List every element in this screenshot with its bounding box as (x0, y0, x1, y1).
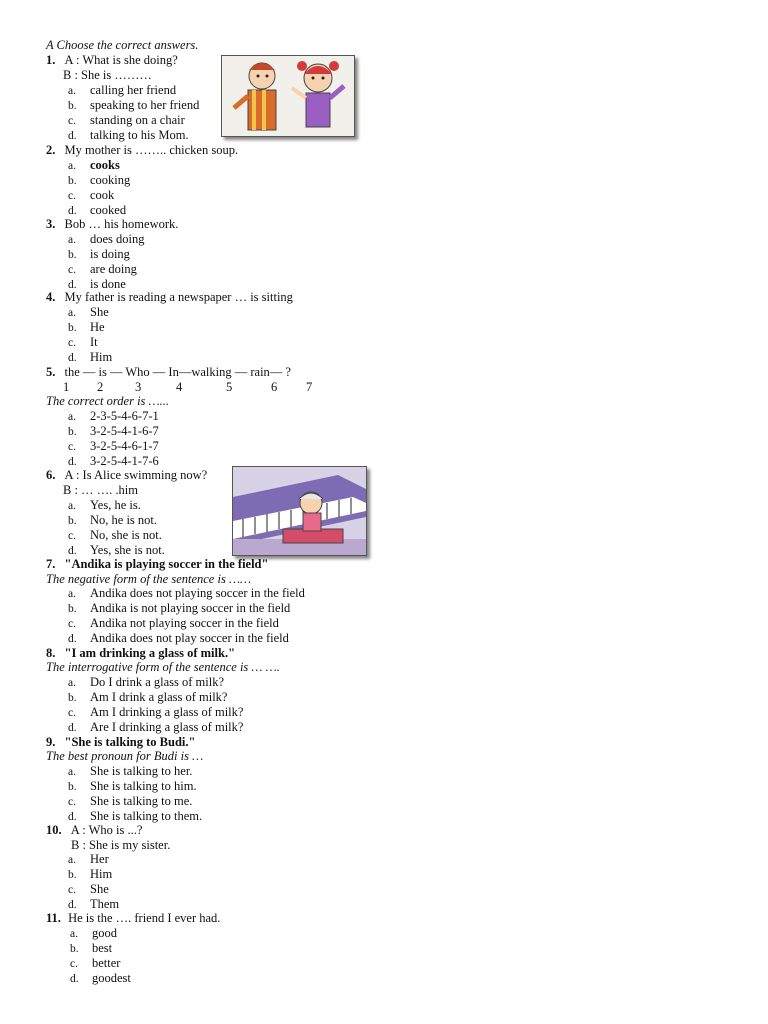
option-text: Yes, she is not. (90, 543, 165, 557)
question-text: "Andika is playing soccer in the field" (64, 557, 269, 571)
option-letter: b. (68, 515, 77, 527)
dialog-line-b: B : She is my sister. (71, 838, 171, 852)
illustration-girl-at-piano (232, 466, 367, 556)
answer-option[interactable] (68, 98, 199, 114)
question-number: 9. (46, 735, 56, 749)
option-letter: c. (68, 707, 76, 719)
answer-option[interactable] (70, 956, 120, 972)
option-text: better (92, 956, 121, 970)
question-text: My mother is …….. chicken soup. (64, 143, 239, 157)
answer-option[interactable] (68, 631, 289, 647)
answer-option[interactable] (68, 779, 197, 795)
option-letter: a. (68, 411, 76, 423)
option-text: is doing (90, 247, 130, 261)
question-text: the — is — Who — In—walking — rain— ? (64, 365, 291, 379)
question-number: 6. (46, 468, 56, 482)
option-text: She (90, 305, 109, 319)
answer-option[interactable] (68, 439, 159, 455)
question-9 (46, 735, 195, 750)
option-letter: c. (68, 115, 76, 127)
question-number: 7. (46, 557, 56, 571)
option-letter: d. (68, 899, 77, 911)
question-number: 11. (46, 911, 61, 925)
option-letter: d. (68, 633, 77, 645)
option-text: is done (90, 277, 126, 291)
question-3 (46, 217, 178, 232)
question-number: 10. (46, 823, 62, 837)
word-index: 3 (135, 380, 142, 394)
answer-option[interactable] (68, 188, 114, 204)
option-text: cooks (90, 158, 120, 172)
option-letter: c. (70, 958, 78, 970)
answer-option[interactable] (68, 616, 279, 632)
answer-option[interactable] (70, 941, 112, 957)
answer-option[interactable] (68, 424, 159, 440)
option-text: talking to his Mom. (90, 128, 189, 142)
answer-option[interactable] (68, 513, 157, 529)
option-letter: a. (68, 307, 76, 319)
answer-option[interactable] (68, 601, 290, 617)
answer-option[interactable] (68, 173, 130, 189)
option-text: Andika does not playing soccer in the field (90, 586, 305, 600)
question-10 (46, 823, 142, 838)
option-letter: d. (68, 722, 77, 734)
answer-option[interactable] (68, 335, 98, 351)
option-text: goodest (92, 971, 131, 985)
question-text: My father is reading a newspaper … is sitting (64, 290, 293, 304)
option-text: Yes, he is. (90, 498, 141, 512)
question-text: Bob … his homework. (64, 217, 179, 231)
option-text: Andika does not play soccer in the field (90, 631, 289, 645)
answer-option[interactable] (68, 764, 192, 780)
answer-option[interactable] (68, 158, 120, 174)
answer-option[interactable] (68, 113, 185, 129)
word-index: 2 (97, 380, 104, 394)
dialog-line-b: B : … …. .him (63, 483, 139, 497)
dialog-line-a: A : Who is ...? (70, 823, 143, 837)
option-letter: a. (68, 85, 76, 97)
option-text: good (92, 926, 117, 940)
question-prompt: The best pronoun for Budi is … (46, 749, 204, 763)
question-prompt: The interrogative form of the sentence is … …. (46, 660, 280, 674)
answer-option[interactable] (68, 350, 112, 366)
question-8 (46, 646, 235, 661)
answer-option[interactable] (68, 882, 109, 898)
question-number: 3. (46, 217, 56, 231)
word-index: 6 (271, 380, 278, 394)
option-text: She is talking to them. (90, 809, 203, 823)
option-letter: c. (68, 884, 76, 896)
dialog-line-b: B : She is ……… (63, 68, 152, 82)
option-text: 3-2-5-4-1-6-7 (90, 424, 159, 438)
option-text: cook (90, 188, 115, 202)
option-text: She (90, 882, 109, 896)
option-text: Are I drinking a glass of milk? (90, 720, 244, 734)
option-text: No, she is not. (90, 528, 162, 542)
option-text: It (90, 335, 98, 349)
option-letter: d. (68, 352, 77, 364)
option-letter: c. (68, 190, 76, 202)
word-index: 5 (226, 380, 233, 394)
option-text: calling her friend (90, 83, 177, 97)
option-text: She is talking to me. (90, 794, 193, 808)
option-text: Her (90, 852, 109, 866)
answer-option[interactable] (68, 528, 162, 544)
option-letter: c. (68, 796, 76, 808)
option-letter: a. (68, 677, 76, 689)
option-letter: d. (68, 205, 77, 217)
option-text: best (92, 941, 113, 955)
option-text: Do I drink a glass of milk? (90, 675, 225, 689)
answer-option[interactable] (68, 498, 141, 514)
answer-option[interactable] (68, 262, 137, 278)
section-heading: A Choose the correct answers. (46, 38, 199, 52)
question-7 (46, 557, 268, 572)
question-4 (46, 290, 293, 305)
answer-option[interactable] (68, 409, 159, 425)
word-index: 4 (176, 380, 183, 394)
answer-option[interactable] (68, 675, 224, 691)
option-letter: d. (68, 279, 77, 291)
option-text: speaking to her friend (90, 98, 200, 112)
question-number: 2. (46, 143, 56, 157)
answer-option[interactable] (68, 867, 112, 883)
option-text: 2-3-5-4-6-7-1 (90, 409, 159, 423)
answer-option[interactable] (68, 690, 227, 706)
option-text: Him (90, 867, 113, 881)
option-letter: a. (68, 234, 76, 246)
option-text: Him (90, 350, 113, 364)
answer-option[interactable] (68, 852, 109, 868)
question-6 (46, 468, 207, 483)
option-text: Andika is not playing soccer in the field (90, 601, 291, 615)
option-letter: b. (68, 175, 77, 187)
option-letter: c. (68, 337, 76, 349)
option-letter: d. (68, 545, 77, 557)
option-text: He (90, 320, 105, 334)
answer-option[interactable] (70, 926, 117, 942)
answer-option[interactable] (68, 247, 130, 263)
word-index: 7 (306, 380, 313, 394)
option-text: does doing (90, 232, 145, 246)
option-text: standing on a chair (90, 113, 185, 127)
question-1 (46, 53, 178, 68)
answer-option[interactable] (68, 720, 243, 736)
option-text: No, he is not. (90, 513, 158, 527)
dialog-line-a: A : Is Alice swimming now? (64, 468, 208, 482)
option-letter: d. (68, 456, 77, 468)
question-number: 4. (46, 290, 56, 304)
option-letter: d. (68, 811, 77, 823)
option-letter: a. (68, 766, 76, 778)
option-text: Them (90, 897, 120, 911)
option-letter: b. (68, 249, 77, 261)
word-index: 1 (63, 380, 70, 394)
answer-option[interactable] (68, 232, 145, 248)
option-text: She is talking to her. (90, 764, 193, 778)
dialog-line-a: A : What is she doing? (64, 53, 178, 67)
option-text: 3-2-5-4-1-7-6 (90, 454, 159, 468)
option-letter: b. (68, 603, 77, 615)
option-letter: c. (68, 618, 76, 630)
option-letter: b. (68, 869, 77, 881)
answer-option[interactable] (70, 971, 131, 987)
question-number: 1. (46, 53, 56, 67)
option-letter: c. (68, 530, 76, 542)
option-letter: b. (68, 100, 77, 112)
question-5 (46, 365, 291, 380)
question-prompt: The correct order is …... (46, 394, 170, 408)
answer-option[interactable] (68, 305, 109, 321)
question-number: 8. (46, 646, 56, 660)
option-letter: a. (70, 928, 78, 940)
question-text: "I am drinking a glass of milk." (64, 646, 236, 660)
option-text: She is talking to him. (90, 779, 197, 793)
question-text: He is the …. friend I ever had. (68, 911, 221, 925)
question-2 (46, 143, 238, 158)
answer-option[interactable] (68, 128, 189, 144)
option-text: Andika not playing soccer in the field (90, 616, 279, 630)
question-text: "She is talking to Budi." (64, 735, 196, 749)
option-letter: d. (68, 130, 77, 142)
answer-option[interactable] (68, 586, 305, 602)
option-letter: d. (70, 973, 79, 985)
option-letter: c. (68, 441, 76, 453)
option-letter: b. (68, 781, 77, 793)
option-letter: b. (68, 692, 77, 704)
answer-option[interactable] (68, 320, 105, 336)
option-text: Am I drinking a glass of milk? (90, 705, 244, 719)
question-number: 5. (46, 365, 56, 379)
option-text: cooked (90, 203, 127, 217)
option-letter: b. (70, 943, 79, 955)
option-letter: b. (68, 322, 77, 334)
option-text: Am I drink a glass of milk? (90, 690, 228, 704)
option-letter: a. (68, 160, 76, 172)
option-letter: a. (68, 854, 76, 866)
option-text: 3-2-5-4-6-1-7 (90, 439, 159, 453)
answer-option[interactable] (68, 794, 192, 810)
option-text: are doing (90, 262, 137, 276)
option-letter: a. (68, 500, 76, 512)
question-prompt: The negative form of the sentence is …… (46, 572, 252, 586)
question-11 (46, 911, 220, 926)
illustration-two-kids-waving (221, 55, 355, 137)
option-letter: a. (68, 588, 76, 600)
option-letter: c. (68, 264, 76, 276)
option-text: cooking (90, 173, 131, 187)
option-letter: b. (68, 426, 77, 438)
answer-option[interactable] (68, 83, 176, 99)
answer-option[interactable] (68, 705, 243, 721)
